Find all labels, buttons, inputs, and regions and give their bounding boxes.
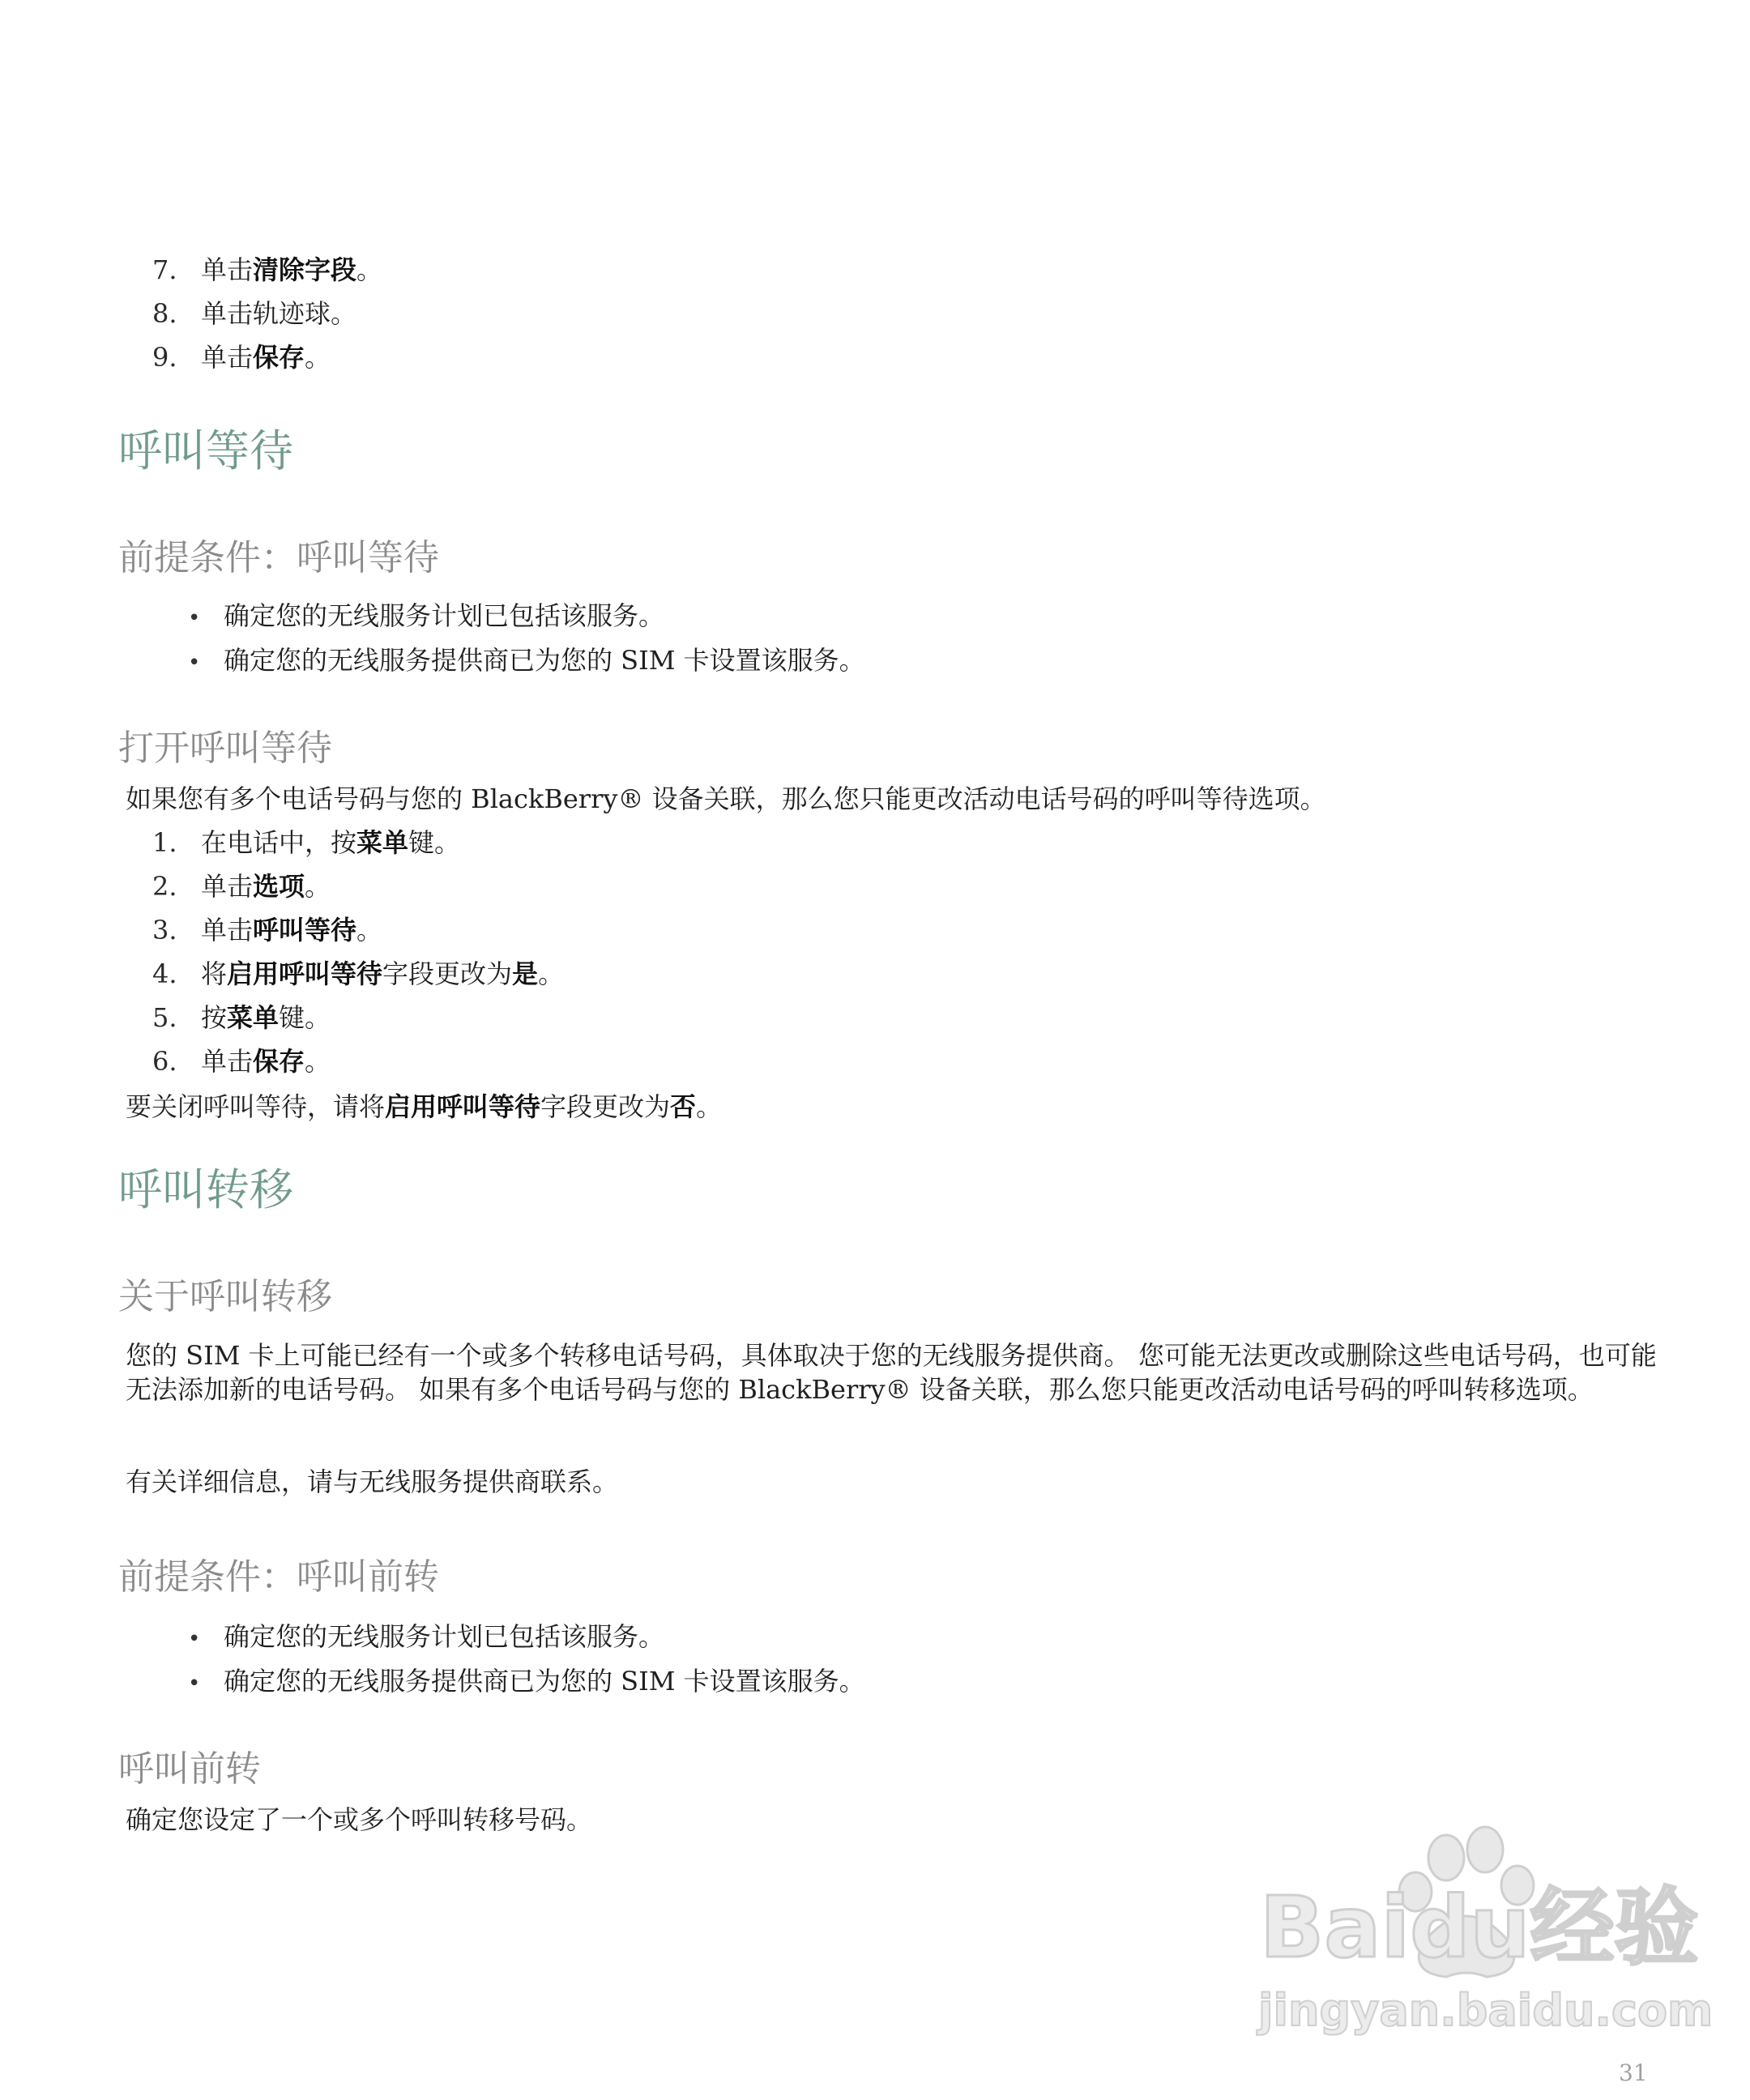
step-number: 2. xyxy=(152,871,177,902)
close-call-waiting-text: 要关闭呼叫等待，请将启用呼叫等待字段更改为否。 xyxy=(126,1091,723,1122)
about-call-forwarding-more: 有关详细信息，请与无线服务提供商联系。 xyxy=(126,1466,619,1497)
list-item: 8. 单击轨迹球。 xyxy=(152,298,357,329)
list-item: 9. 单击保存。 xyxy=(152,342,331,373)
call-forward-heading: 呼叫前转 xyxy=(118,1748,261,1790)
prereq-heading-call-waiting: 前提条件：呼叫等待 xyxy=(118,537,439,578)
about-call-forwarding-heading: 关于呼叫转移 xyxy=(118,1276,332,1317)
list-item: 4. 将启用呼叫等待字段更改为是。 xyxy=(152,958,565,989)
step-number: 6. xyxy=(152,1046,177,1077)
section-title-call-forwarding: 呼叫转移 xyxy=(118,1164,293,1215)
bullet-icon: • xyxy=(188,1627,201,1651)
prereq-heading-call-forwarding: 前提条件：呼叫前转 xyxy=(118,1556,439,1598)
section-title-call-waiting: 呼叫等待 xyxy=(118,425,293,476)
page-number: 31 xyxy=(1619,2059,1648,2086)
call-forward-text: 确定您设定了一个或多个呼叫转移号码。 xyxy=(126,1804,593,1835)
step-number: 8. xyxy=(152,298,177,329)
open-call-waiting-heading: 打开呼叫等待 xyxy=(118,728,332,769)
step-number: 1. xyxy=(152,827,177,858)
step-number: 5. xyxy=(152,1002,177,1033)
bullet-item: • 确定您的无线服务计划已包括该服务。 xyxy=(188,1620,664,1655)
open-call-waiting-intro: 如果您有多个电话号码与您的 BlackBerry® 设备关联，那么您只能更改活动电话号码的呼叫等待选项。 xyxy=(126,783,1326,814)
list-item: 1. 在电话中，按菜单键。 xyxy=(152,827,461,858)
about-call-forwarding-text: 您的 SIM 卡上可能已经有一个或多个转移电话号码，具体取决于您的无线服务提供商。 您可能无法更改或删除这些电话号码，也可能无法添加新的电话号码。 如果有多个电话号码与您的 BlackBerry® 设备关联，那么您只能更改活动电话号码的呼叫转移选项。 xyxy=(126,1340,1657,1405)
list-item: 7. 单击清除字段。 xyxy=(152,254,383,285)
step-number: 4. xyxy=(152,958,177,989)
bullet-item: • 确定您的无线服务提供商已为您的 SIM 卡设置该服务。 xyxy=(188,644,865,679)
list-item: 6. 单击保存。 xyxy=(152,1046,331,1077)
step-number: 3. xyxy=(152,915,177,945)
step-number: 9. xyxy=(152,342,177,373)
list-item: 3. 单击呼叫等待。 xyxy=(152,915,383,945)
baidu-paw-logo-icon xyxy=(1244,1811,1714,2054)
bullet-icon: • xyxy=(188,1671,201,1696)
baidu-watermark xyxy=(1244,1811,1714,2054)
list-item: 5. 按菜单键。 xyxy=(152,1002,331,1033)
bullet-icon: • xyxy=(188,606,201,630)
bullet-icon: • xyxy=(188,651,201,675)
watermark-url: jingyan.baidu.com xyxy=(1258,1985,1714,2036)
bullet-item: • 确定您的无线服务提供商已为您的 SIM 卡设置该服务。 xyxy=(188,1665,865,1700)
list-item: 2. 单击选项。 xyxy=(152,871,331,902)
watermark-brand: Baidu经验 xyxy=(1260,1878,1699,1977)
bullet-item: • 确定您的无线服务计划已包括该服务。 xyxy=(188,600,664,634)
step-number: 7. xyxy=(152,254,177,285)
